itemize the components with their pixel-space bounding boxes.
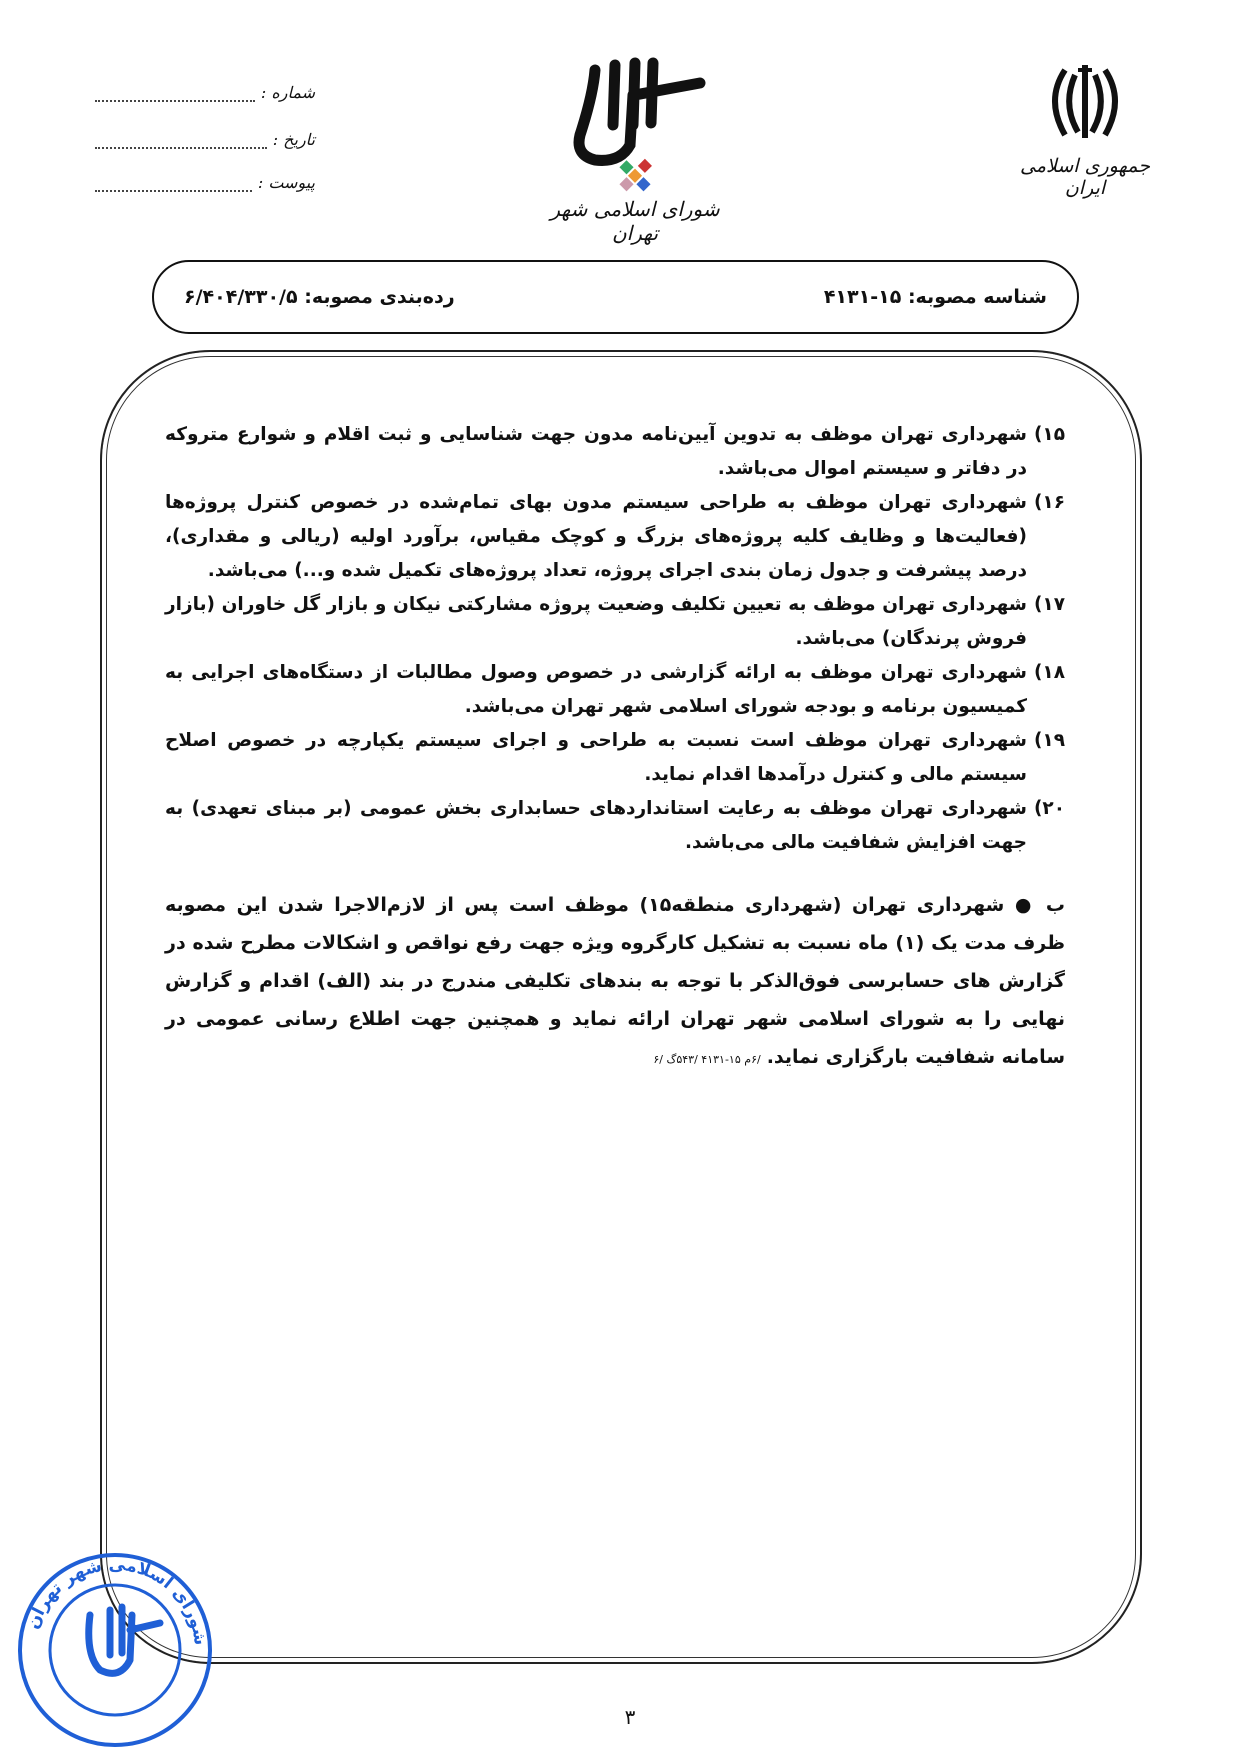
iran-emblem	[1000, 60, 1170, 200]
item-text: شهرداری تهران موظف به طراحی سیستم مدون بهای تمام‌شده در خصوص کنترل پروژه‌ها (فعالیت‌ها و وظایف کلیه پروژه‌های بزرگ و کوچک مقیاس، برآورد اولیه (ریالی و مقداری)، درصد پیشرفت و جدول زمان بندی اجرای پروژه، تعداد پروژه‌های تکمیل شده و...) می‌باشد.	[165, 492, 1027, 581]
number-field	[95, 78, 315, 102]
list-item	[165, 724, 1065, 792]
item-text: شهرداری تهران موظف به تدوین آیین‌نامه مدون جهت شناسایی و ثبت اقلام و شوارع متروکه در دفاتر و سیستم اموال می‌باشد.	[165, 424, 1027, 479]
emblem-caption: جمهوری اسلامی ایران	[1020, 155, 1150, 199]
item-number: ۱۵)	[1033, 424, 1065, 445]
resolution-id-value: ۱۵-۴۱۳۱	[823, 286, 902, 308]
council-logo-caption: شورای اسلامی شهر تهران	[550, 197, 720, 245]
item-text: شهرداری تهران موظف به تعیین تکلیف وضعیت پروژه مشارکتی نیکان و بازار گل خاوران (بازار فروش پرندگان) می‌باشد.	[165, 594, 1027, 649]
resolution-id	[824, 286, 1047, 308]
date-label: تاریخ :	[272, 130, 315, 149]
number-label: شماره :	[260, 83, 315, 102]
item-number: ۱۸)	[1033, 662, 1065, 683]
reference-code: /۶م ۱۵-۴۱۳۱ /۵۴۳گ /۶	[653, 1053, 761, 1066]
resolution-classification	[184, 286, 455, 308]
paragraph-b	[165, 886, 1065, 1079]
dotted-line	[95, 135, 267, 149]
stamp-icon	[10, 1545, 220, 1755]
item-number: ۱۹)	[1033, 730, 1065, 751]
classification-label: رده‌بندی مصوبه:	[304, 286, 455, 308]
paragraph-text: شهرداری تهران (شهرداری منطقه۱۵) موظف است پس از لازم‌الاجرا شدن این مصوبه ظرف مدت یک (۱) ماه نسبت به تشکیل کارگروه ویژه جهت رفع نواقص و اشکالات مطرح شده در گزارش های حسابرسی فوق‌الذکر با توجه به بندهای تکلیفی مندرج در بند (الف) اقدام و گزارش نهایی را به شورای اسلامی شهر تهران ارائه نماید و همچنین جهت اطلاع رسانی عمومی در سامانه شفافیت بارگزاری نماید.	[165, 894, 1065, 1068]
classification-value: ۶/۴۰۴/۳۳۰/۵	[184, 286, 298, 308]
resolution-header-box	[152, 260, 1079, 334]
list-item	[165, 656, 1065, 724]
council-stamp	[10, 1545, 220, 1755]
stamp-text: شورای اسلامی شهر تهران	[23, 1554, 211, 1647]
emblem-icon	[1040, 60, 1130, 145]
date-field	[95, 125, 315, 149]
list-item	[165, 588, 1065, 656]
item-number: ۱۶)	[1033, 492, 1065, 513]
item-text: شهرداری تهران موظف است نسبت به طراحی و اجرای سیستم یکپارچه در خصوص اصلاح سیستم مالی و کنترل درآمدها اقدام نماید.	[165, 730, 1027, 785]
resolution-id-label: شناسه مصوبه:	[907, 286, 1047, 308]
attachment-field	[95, 168, 315, 192]
paragraph-marker: ب ●	[1014, 894, 1065, 916]
attachment-label: پیوست :	[257, 173, 315, 192]
item-number: ۱۷)	[1033, 594, 1065, 615]
item-text: شهرداری تهران موظف به ارائه گزارشی در خصوص وصول مطالبات از دستگاه‌های اجرایی به کمیسیون برنامه و بودجه شورای اسلامی شهر تهران می‌باشد.	[165, 662, 1027, 717]
item-text: شهرداری تهران موظف به رعایت استانداردهای حسابداری بخش عمومی (بر مبنای تعهدی) به جهت افزایش شفافیت مالی می‌باشد.	[165, 798, 1027, 853]
item-number: ۲۰)	[1033, 798, 1065, 819]
document-body	[165, 418, 1065, 1098]
dotted-line	[95, 88, 255, 102]
list-item	[165, 418, 1065, 486]
council-logo	[535, 55, 735, 245]
dotted-line	[95, 178, 252, 192]
list-item	[165, 486, 1065, 588]
list-item	[165, 792, 1065, 860]
page-number: ۳	[624, 1705, 636, 1729]
council-logo-icon	[535, 55, 735, 205]
